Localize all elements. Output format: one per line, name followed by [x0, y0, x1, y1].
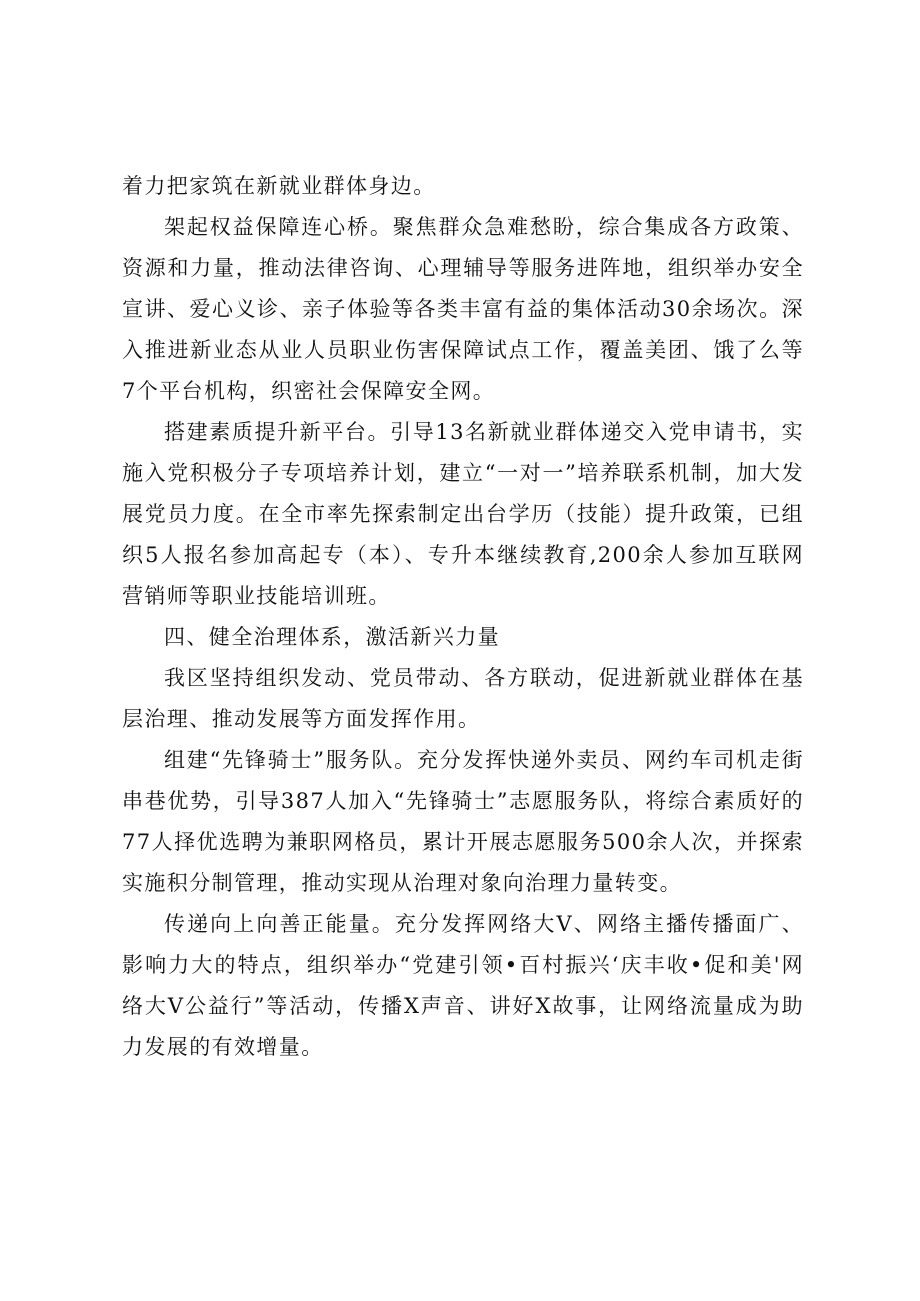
paragraph-quality-platform: 搭建素质提升新平台。引导13名新就业群体递交入党申请书，实施入党积极分子专项培养计划，建立“一对一”培养联系机制，加大发展党员力度。在全市率先探索制定出台学历（技能）提升政策，已组织5人报名参加高起专（本）、专升本继续教育,200余人参加互联网营销师等职业技能培训班。 — [122, 420, 804, 608]
section-heading-governance: 四、健全治理体系，激活新兴力量 — [164, 625, 500, 649]
paragraph-section-intro: 我区坚持组织发动、党员带动、各方联动，促进新就业群体在基层治理、推动发展等方面发挥作用。 — [122, 666, 804, 731]
paragraph-rights-protection: 架起权益保障连心桥。聚焦群众急难愁盼，综合集成各方政策、资源和力量，推动法律咨询、心理辅导等服务进阵地，组织举办安全宣讲、爱心义诊、亲子体验等各类丰富有益的集体活动30余场次。深入推进新业态从业人员职业伤害保障试点工作，覆盖美团、饿了么等7个平台机构，织密社会保障安全网。 — [122, 215, 804, 403]
paragraph-continuation: 着力把家筑在新就业群体身边。 — [122, 174, 436, 198]
paragraph-vanguard-knights: 组建“先锋骑士”服务队。充分发挥快递外卖员、网约车司机走街串巷优势，引导387人加入“先锋骑士”志愿服务队，将综合素质好的77人择优选聘为兼职网格员，累计开展志愿服务500余人次，并探索实施积分制管理，推动实现从治理对象向治理力量转变。 — [122, 748, 804, 895]
document-body — [122, 166, 804, 1068]
paragraph-positive-energy: 传递向上向善正能量。充分发挥网络大V、网络主播传播面广、影响力大的特点，组织举办“党建引领•百村振兴‘庆丰收•促和美'网络大V公益行”等活动，传播X声音、讲好X故事，让网络流量成为助力发展的有效增量。 — [122, 912, 804, 1059]
